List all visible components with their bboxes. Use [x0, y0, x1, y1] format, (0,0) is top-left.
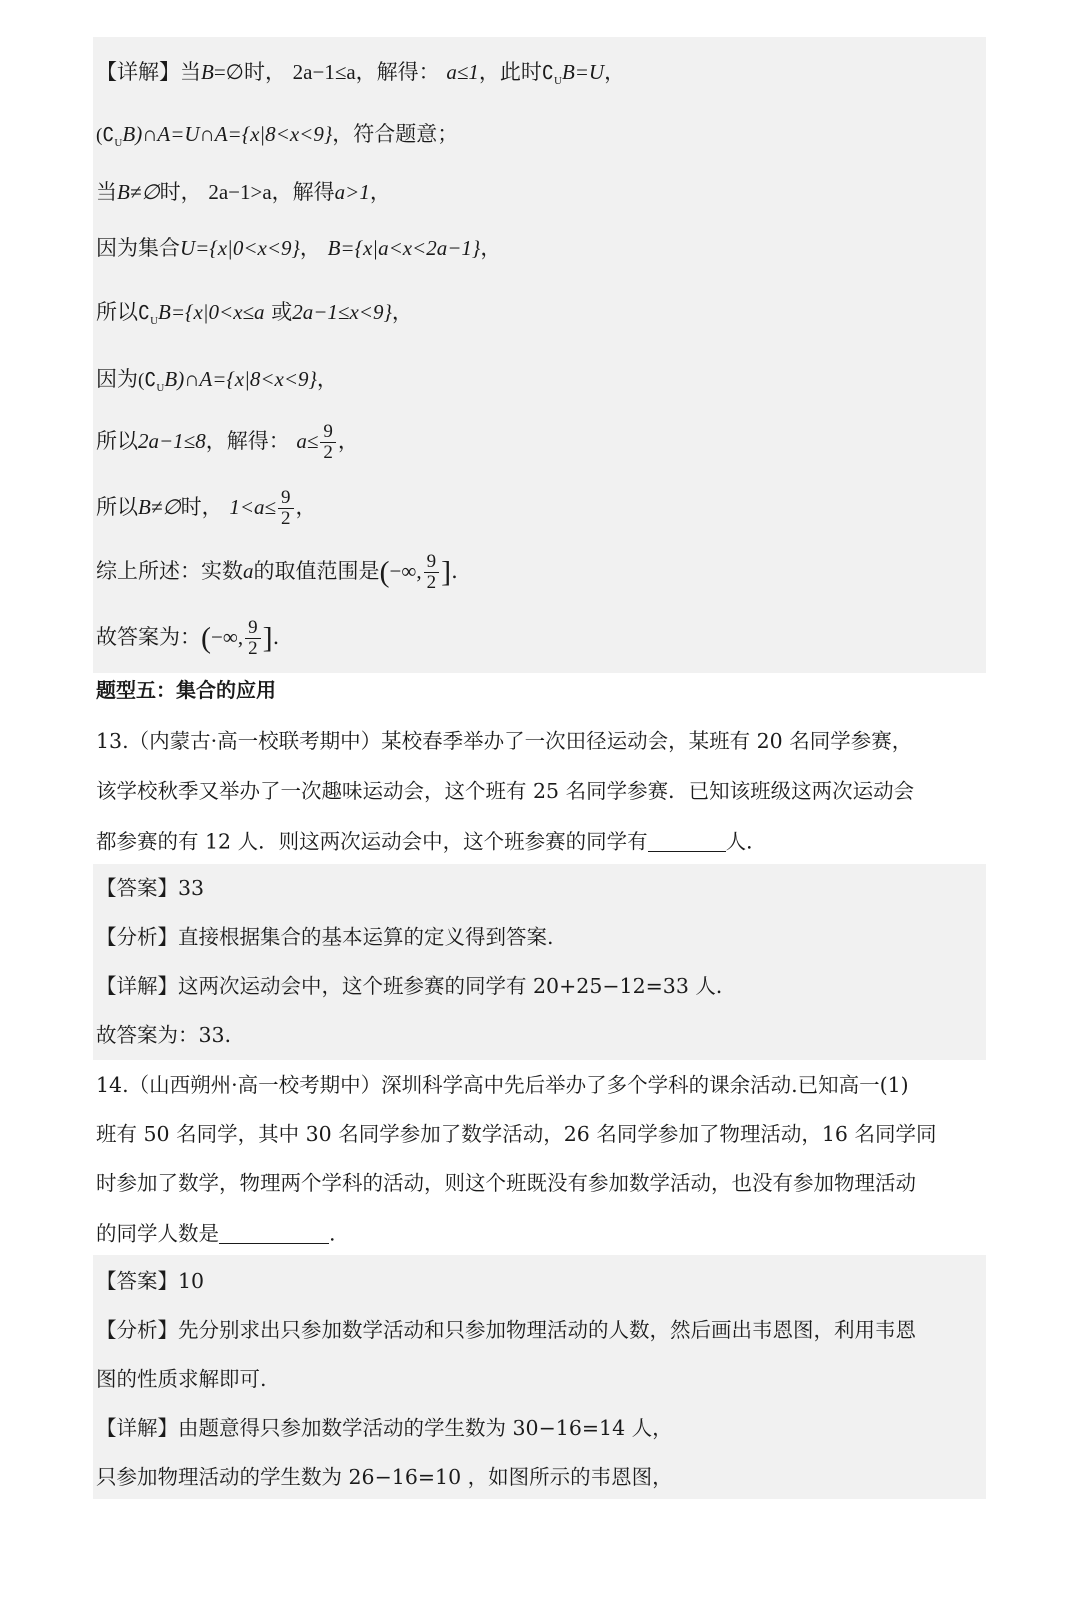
q13-line-1: 13.（内蒙古·高一校联考期中）某校春季举办了一次田径运动会，某班有 20 名同学参赛，	[96, 729, 913, 753]
detail-line-7: 所以2a−1≤8，解得： a≤ $\frac{9}{2}$ ，	[96, 421, 359, 463]
detail-line-4: 因为集合U={x|0<x<9}， B={x|a<x<2a−1}，	[96, 236, 502, 260]
detail-line-10: 故答案为：(−∞, $\frac{9}{2}$ ].	[96, 617, 280, 659]
fraction-nine-halves: $\frac{9}{2}$	[245, 618, 261, 659]
detail-line-9: 综上所述：实数a的取值范围是(−∞, $\frac{9}{2}$ ].	[96, 551, 458, 593]
q13-answer: 【答案】33	[96, 876, 205, 900]
answer-blank	[219, 1222, 329, 1244]
q13-line-3: 都参赛的有 12 人．则这两次运动会中，这个班参赛的同学有 人．	[96, 829, 767, 854]
fraction-nine-halves: $\frac{9}{2}$	[424, 552, 440, 593]
answer-blank	[648, 830, 726, 852]
q14-analysis-2: 图的性质求解即可.	[96, 1367, 267, 1391]
q14-line-4: 的同学人数是 .	[96, 1221, 336, 1246]
q14-line-3: 时参加了数学，物理两个学科的活动，则这个班既没有参加数学活动，也没有参加物理活动	[96, 1171, 916, 1195]
detail-line-5: 所以$∁_UB=\{x|0<x\le a$ 或2a−1≤x<9}，	[96, 300, 413, 327]
section-heading: 题型五：集合的应用	[96, 678, 276, 702]
q14-detail-1: 【详解】由题意得只参加数学活动的学生数为 30−16=14 人，	[96, 1416, 673, 1440]
q14-analysis-1: 【分析】先分别求出只参加数学活动和只参加物理活动的人数，然后画出韦恩图，利用韦恩	[96, 1318, 916, 1342]
q13-final: 故答案为：33．	[96, 1023, 246, 1047]
detail-line-2: $(∁_UB)\cap A=U\cap A=\{x|8<x<9\}$，符合题意；	[96, 122, 459, 149]
q13-detail: 【详解】这两次运动会中，这个班参赛的同学有 20+25−12=33 人．	[96, 974, 737, 998]
q14-answer: 【答案】10	[96, 1269, 205, 1293]
fraction-nine-halves: $\frac{9}{2}$	[320, 422, 336, 463]
q14-line-1: 14.（山西朔州·高一校考期中）深圳科学高中先后举办了多个学科的课余活动.已知高一(1)	[96, 1073, 909, 1097]
detail-line-1: 【详解】当B=∅时， 2a−1≤a，解得： a≤1，此时$∁_UB=U$，	[96, 60, 626, 87]
detail-line-8: 所以B≠∅时， 1<a≤ $\frac{9}{2}$ ，	[96, 487, 317, 529]
q13-analysis: 【分析】直接根据集合的基本运算的定义得到答案.	[96, 925, 554, 949]
q14-detail-2: 只参加物理活动的学生数为 26−16=10 ，如图所示的韦恩图，	[96, 1465, 673, 1489]
detail-line-3: 当B≠∅时， 2a−1>a，解得a>1，	[96, 180, 391, 204]
fraction-nine-halves: $\frac{9}{2}$	[278, 488, 294, 529]
q13-line-2: 该学校秋季又举办了一次趣味运动会，这个班有 25 名同学参赛．已知该班级这两次运动会	[96, 779, 915, 803]
q14-line-2: 班有 50 名同学，其中 30 名同学参加了数学活动，26 名同学参加了物理活动，16 名同学同	[96, 1122, 937, 1146]
detail-line-6: 因为$(∁_UB)\cap A=\{x|8<x<9\}$，	[96, 367, 338, 394]
